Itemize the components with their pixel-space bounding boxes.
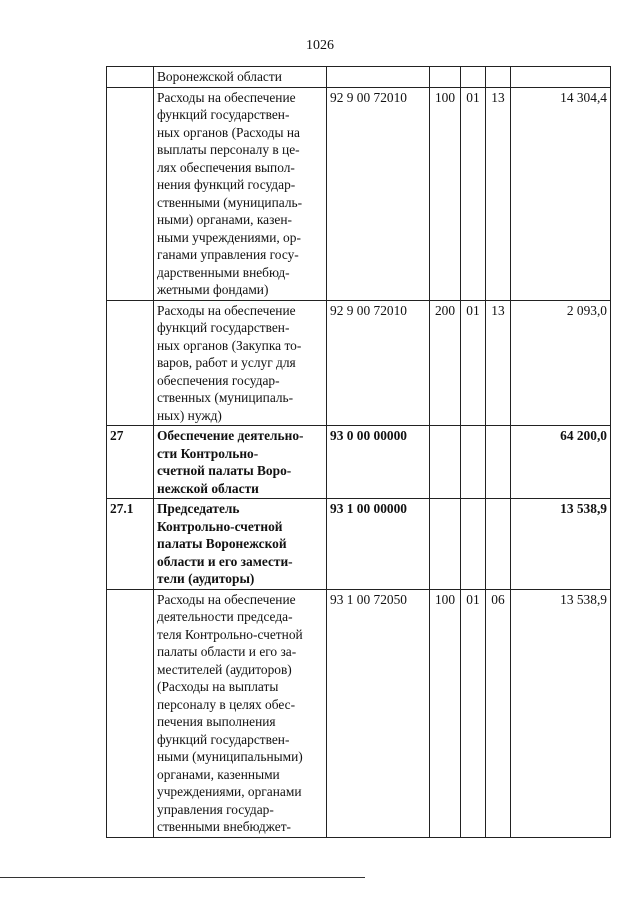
name-line: нения функций государ- <box>157 177 296 192</box>
name-line: дарственными внебюд- <box>157 264 290 280</box>
subsection-cell: 13 <box>486 87 511 300</box>
budget-table <box>106 66 611 838</box>
name-line: деятельности председа- <box>157 609 293 624</box>
name-line: органами, казенными <box>157 766 280 782</box>
name-line: области и его замести- <box>157 553 293 569</box>
subsection-cell: 13 <box>486 300 511 426</box>
row-name-cell <box>154 300 327 426</box>
name-line: Расходы на обеспечение <box>157 591 296 607</box>
row-name-cell <box>154 67 327 88</box>
row-number-cell <box>107 589 154 837</box>
name-line: Расходы на обеспечение <box>157 302 296 318</box>
name-line: местителей (аудиторов) <box>157 661 292 677</box>
name-line: функций государствен- <box>157 107 290 122</box>
name-line: Контрольно-счетной <box>157 518 283 534</box>
target-code-cell <box>327 67 430 88</box>
table-row <box>107 300 611 426</box>
subsection-cell <box>486 67 511 88</box>
amount-cell: 13 538,9 <box>511 589 611 837</box>
name-line: лях обеспечения выпол- <box>157 159 295 175</box>
row-number-cell: 27.1 <box>107 499 154 590</box>
name-line: выплаты персоналу в це- <box>157 142 300 157</box>
table-row <box>107 499 611 590</box>
section-cell <box>461 499 486 590</box>
name-line: печения выполнения <box>157 714 276 729</box>
row-number-cell <box>107 300 154 426</box>
section-cell: 01 <box>461 589 486 837</box>
row-name-cell <box>154 499 327 590</box>
amount-cell: 64 200,0 <box>511 426 611 499</box>
name-line: варов, работ и услуг для <box>157 355 296 370</box>
expense-type-cell: 100 <box>430 87 461 300</box>
name-line: теля Контрольно-счетной <box>157 626 303 642</box>
target-code-cell: 92 9 00 72010 <box>327 300 430 426</box>
name-line: обеспечения государ- <box>157 372 280 388</box>
row-name-cell <box>154 87 327 300</box>
name-line: сти Контрольно- <box>157 445 259 461</box>
amount-cell: 14 304,4 <box>511 87 611 300</box>
name-line: палаты области и его за- <box>157 644 297 659</box>
table-row <box>107 589 611 837</box>
subsection-cell <box>486 499 511 590</box>
name-line: тели (аудиторы) <box>157 571 255 586</box>
page-number: 1026 <box>306 38 334 53</box>
name-line: учреждениями, органами <box>157 784 302 799</box>
expense-type-cell: 200 <box>430 300 461 426</box>
name-line: счетной палаты Воро- <box>157 463 292 478</box>
name-line: нежской области <box>157 480 259 496</box>
table-row <box>107 67 611 88</box>
section-cell <box>461 426 486 499</box>
name-line: ными) органами, казен- <box>157 212 292 227</box>
section-cell <box>461 67 486 88</box>
table-row <box>107 426 611 499</box>
name-line: Расходы на обеспечение <box>157 89 296 105</box>
row-number-cell <box>107 67 154 88</box>
name-line: ственными (муниципаль- <box>157 194 303 210</box>
section-cell: 01 <box>461 87 486 300</box>
name-line: функций государствен- <box>157 320 290 335</box>
name-line: палаты Воронежской <box>157 536 287 551</box>
target-code-cell: 93 1 00 00000 <box>327 499 430 590</box>
target-code-cell: 93 0 00 00000 <box>327 426 430 499</box>
name-line: ственных (муниципаль- <box>157 390 294 405</box>
expense-type-cell <box>430 67 461 88</box>
row-number-cell <box>107 87 154 300</box>
name-line: Воронежской области <box>157 69 282 84</box>
target-code-cell: 92 9 00 72010 <box>327 87 430 300</box>
name-line: управления государ- <box>157 801 274 817</box>
expense-type-cell <box>430 499 461 590</box>
name-line: ственными внебюджет- <box>157 819 292 834</box>
name-line: ных) нужд) <box>157 407 222 423</box>
name-line: функций государствен- <box>157 731 290 747</box>
subsection-cell <box>486 426 511 499</box>
name-line: ных органов (Расходы на <box>157 124 300 140</box>
amount-cell: 13 538,9 <box>511 499 611 590</box>
section-cell: 01 <box>461 300 486 426</box>
amount-cell: 2 093,0 <box>511 300 611 426</box>
expense-type-cell: 100 <box>430 589 461 837</box>
row-number-cell: 27 <box>107 426 154 499</box>
footer-divider <box>0 877 365 878</box>
row-name-cell <box>154 589 327 837</box>
name-line: ными учреждениями, ор- <box>157 229 301 245</box>
target-code-cell: 93 1 00 72050 <box>327 589 430 837</box>
name-line: жетными фондами) <box>157 282 269 297</box>
name-line: персоналу в целях обес- <box>157 696 296 712</box>
subsection-cell: 06 <box>486 589 511 837</box>
name-line: (Расходы на выплаты <box>157 679 279 694</box>
amount-cell <box>511 67 611 88</box>
name-line: ганами управления госу- <box>157 247 299 262</box>
expense-type-cell <box>430 426 461 499</box>
name-line: ными (муниципальными) <box>157 749 303 764</box>
table-row <box>107 87 611 300</box>
name-line: Председатель <box>157 501 240 516</box>
name-line: Обеспечение деятельно- <box>157 428 304 443</box>
name-line: ных органов (Закупка то- <box>157 337 302 353</box>
row-name-cell <box>154 426 327 499</box>
